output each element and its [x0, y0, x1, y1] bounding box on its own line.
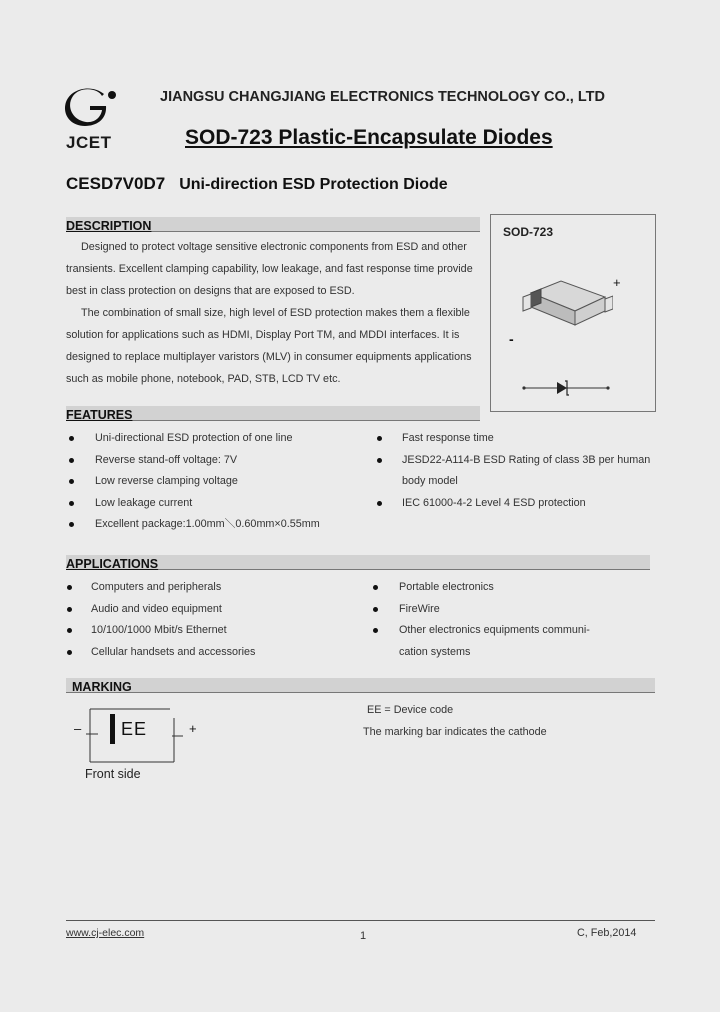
application-item: Computers and peripherals	[66, 577, 366, 599]
marking-section-bar	[66, 678, 655, 693]
feature-item-continuation: body model	[402, 475, 458, 487]
description-line: such as mobile phone, notebook, PAD, STB, LCD TV etc.	[66, 373, 341, 385]
applications-right-list	[372, 577, 662, 663]
front-side-label: Front side	[85, 767, 141, 781]
page-number: 1	[360, 930, 367, 942]
feature-item: Low leakage current	[66, 493, 366, 515]
description-text	[66, 236, 486, 390]
bullet-dot-icon	[69, 458, 74, 463]
bullet-dot-icon	[69, 501, 74, 506]
application-item: 10/100/1000 Mbit/s Ethernet	[66, 620, 366, 642]
bullet-dot-icon	[69, 436, 74, 441]
marking-plus: +	[189, 721, 197, 736]
marking-minus: –	[74, 721, 82, 736]
applications-section-bar	[66, 555, 650, 570]
feature-item: Fast response time	[374, 428, 664, 450]
part-description: Uni-direction ESD Protection Diode	[179, 176, 448, 193]
bullet-dot-icon	[377, 458, 382, 463]
document-title: SOD-723 Plastic-Encapsulate Diodes	[185, 126, 553, 149]
bullet-dot-icon	[67, 650, 72, 655]
package-plus: +	[613, 275, 621, 290]
bullet-dot-icon	[67, 607, 72, 612]
application-item: Other electronics equipments communi-	[372, 620, 662, 642]
application-item: Audio and video equipment	[66, 599, 366, 621]
bullet-dot-icon	[373, 585, 378, 590]
logo-text: JCET	[66, 133, 112, 152]
diode-symbol-icon	[521, 378, 611, 398]
bullet-dot-icon	[373, 607, 378, 612]
part-heading	[66, 174, 448, 194]
part-number: CESD7V0D7	[66, 174, 166, 193]
bullet-dot-icon	[69, 522, 74, 527]
description-line: Designed to protect voltage sensitive electronic components from ESD and other	[81, 241, 467, 253]
description-line: The combination of small size, high level of ESD protection makes them a flexible	[81, 307, 470, 319]
cathode-bar-icon	[110, 714, 115, 744]
description-line: best in class protection on designs that are exposed to ESD.	[66, 285, 355, 297]
application-item: FireWire	[372, 599, 662, 621]
feature-item: IEC 61000-4-2 Level 4 ESD protection	[374, 493, 664, 515]
feature-item: Low reverse clamping voltage	[66, 471, 366, 493]
footer-divider	[66, 920, 655, 921]
applications-left-list	[66, 577, 366, 663]
application-item: Cellular handsets and accessories	[66, 642, 366, 664]
marking-note-cathode: The marking bar indicates the cathode	[363, 726, 547, 738]
features-left-list	[66, 428, 366, 536]
jcet-logo-icon	[62, 86, 122, 126]
features-heading: FEATURES	[66, 408, 133, 422]
feature-item: Excellent package:1.00mm＼0.60mm×0.55mm	[66, 514, 366, 536]
marking-note-device-code: EE = Device code	[367, 704, 454, 716]
package-minus: -	[509, 331, 514, 347]
footer-date: C, Feb,2014	[577, 927, 637, 939]
sod723-package-icon	[513, 263, 613, 343]
application-item-continuation: cation systems	[399, 645, 471, 658]
applications-heading: APPLICATIONS	[66, 557, 159, 571]
features-section-bar	[66, 406, 480, 421]
description-section-bar	[66, 217, 480, 232]
package-box	[490, 214, 656, 412]
package-title: SOD-723	[503, 225, 554, 239]
feature-item: Uni-directional ESD protection of one line	[66, 428, 366, 450]
bullet-dot-icon	[377, 501, 382, 506]
footer-website-link[interactable]: www.cj-elec.com	[66, 927, 145, 939]
bullet-dot-icon	[69, 479, 74, 484]
marking-heading: MARKING	[72, 680, 132, 694]
application-item: Portable electronics	[372, 577, 662, 599]
description-line: solution for applications such as HDMI, Display Port TM, and MDDI interfaces. It is	[66, 329, 460, 341]
feature-item: Reverse stand-off voltage: 7V	[66, 450, 366, 472]
company-name: JIANGSU CHANGJIANG ELECTRONICS TECHNOLOGY CO., LTD	[160, 89, 605, 105]
bullet-dot-icon	[377, 436, 382, 441]
bullet-dot-icon	[67, 628, 72, 633]
feature-item: JESD22-A114-B ESD Rating of class 3B per human	[374, 450, 664, 472]
bullet-dot-icon	[67, 585, 72, 590]
description-line: transients. Excellent clamping capability, low leakage, and fast response time provide	[66, 263, 473, 275]
description-line: designed to replace multiplayer varistors (MLV) in consumer equipments applications	[66, 351, 472, 363]
description-heading: DESCRIPTION	[66, 219, 152, 233]
marking-code: EE	[121, 719, 148, 739]
features-right-list	[374, 428, 664, 514]
bullet-dot-icon	[373, 628, 378, 633]
